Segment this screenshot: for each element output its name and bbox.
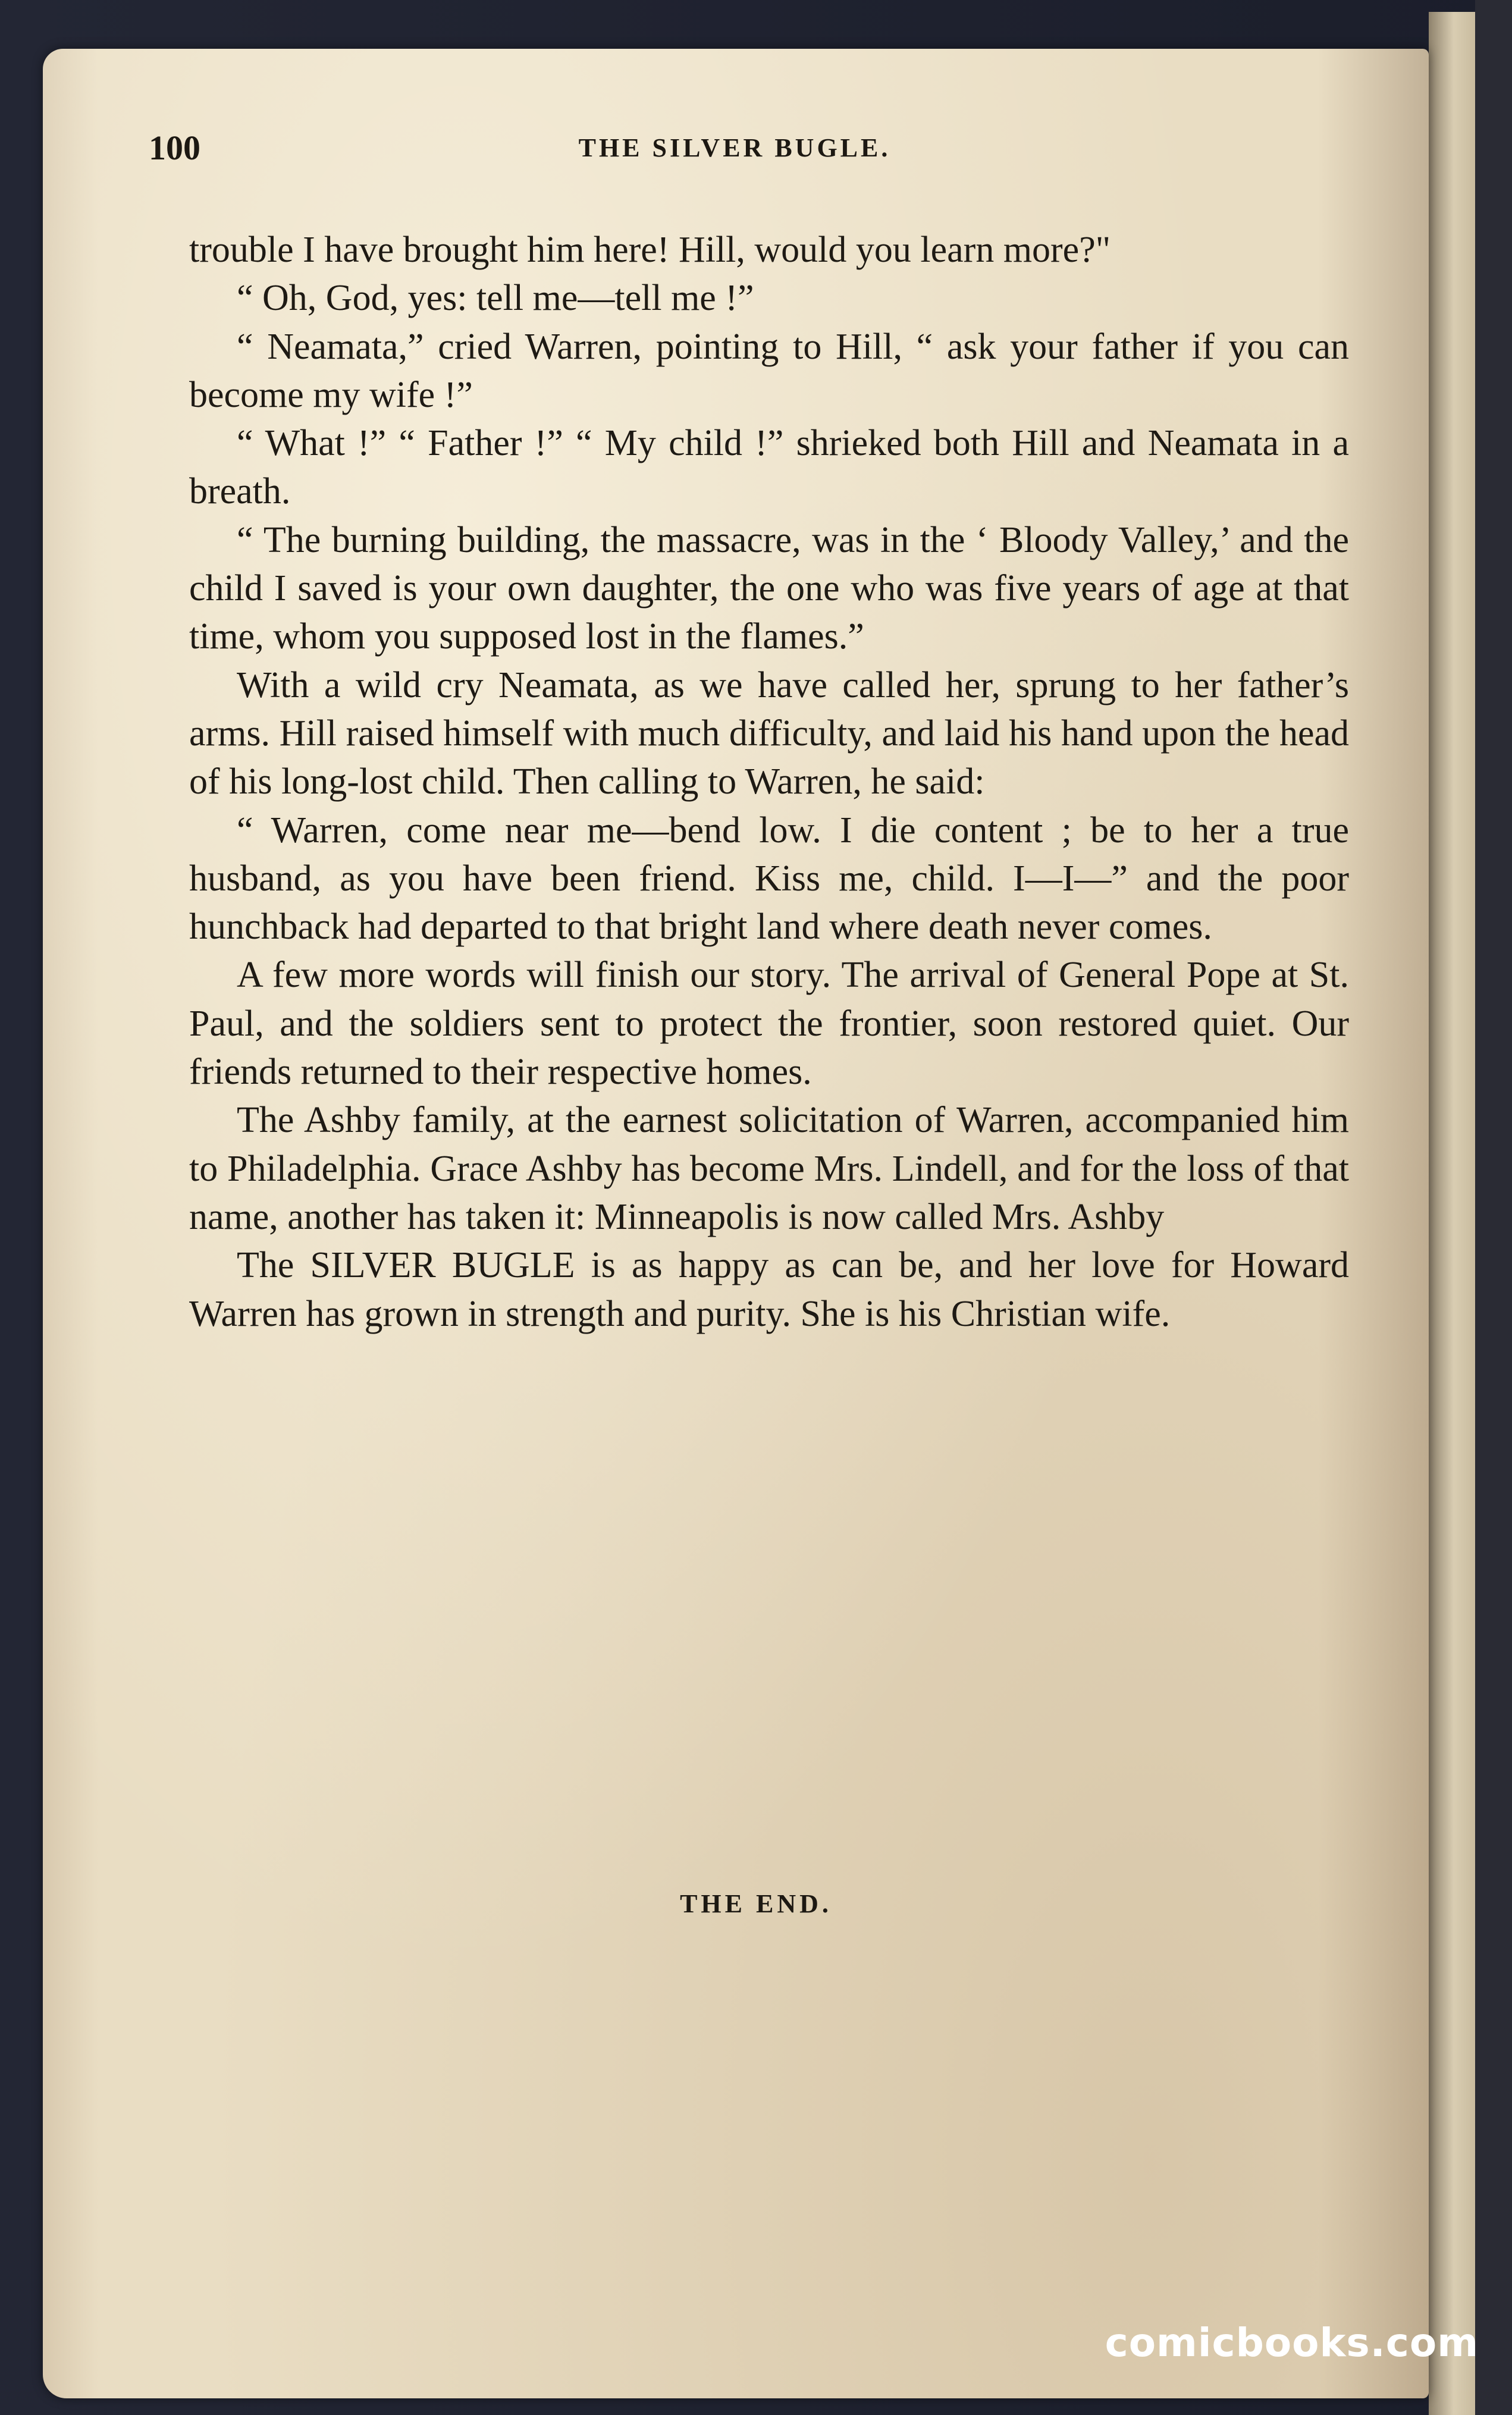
page-number: 100 — [149, 128, 200, 167]
paragraph: The Ashby family, at the earnest solicitation of Warren, accompanied him to Philadelphia. Grace Ashby has become Mrs. Lindell, and for the loss of that name, another has taken it: Minneapolis is now called Mrs. Ashby — [189, 1100, 1349, 1237]
page-header — [149, 128, 1320, 175]
paragraph: “ Oh, God, yes: tell me—tell me !” — [237, 278, 754, 319]
book-spine-edge — [1475, 0, 1512, 2415]
paragraph: “ What !” “ Father !” “ My child !” shrieked both Hill and Neamata in a breath. — [189, 423, 1349, 512]
paragraph: “ The burning building, the massacre, was in the ‘ Bloody Valley,’ and the child I saved is your own daughter, the one who was five years of age at that time, whom you supposed lost in the flames.” — [189, 519, 1349, 657]
paragraph: “ Warren, come near me—bend low. I die content ; be to her a true husband, as you have been friend. Kiss me, child. I—I—” and the poor hunchback had departed to that bright land where death never comes. — [189, 810, 1349, 948]
paragraph: A few more words will finish our story. The arrival of General Pope at St. Paul, and the soldiers sent to protect the frontier, soon restored quiet. Our friends returned to their respective homes. — [189, 955, 1349, 1093]
paragraph: With a wild cry Neamata, as we have called her, sprung to her father’s arms. Hill raised himself with much difficulty, and laid his hand upon the head of his long-lost child. Then calling to Warren, he said: — [189, 664, 1349, 802]
paragraph: The SILVER BUGLE is as happy as can be, and her love for Howard Warren has grown in strength and purity. She is his Christian wife. — [189, 1245, 1349, 1334]
running-title: THE SILVER BUGLE. — [578, 133, 891, 162]
watermark: comicbooks.com — [1105, 2320, 1479, 2366]
paragraph: trouble I have brought him here! Hill, would you learn more?" — [189, 230, 1111, 270]
the-end: THE END. — [680, 1889, 832, 1918]
body-text — [189, 226, 1349, 1338]
paragraph: “ Neamata,” cried Warren, pointing to Hill, “ ask your father if you can become my wife !” — [189, 326, 1349, 415]
